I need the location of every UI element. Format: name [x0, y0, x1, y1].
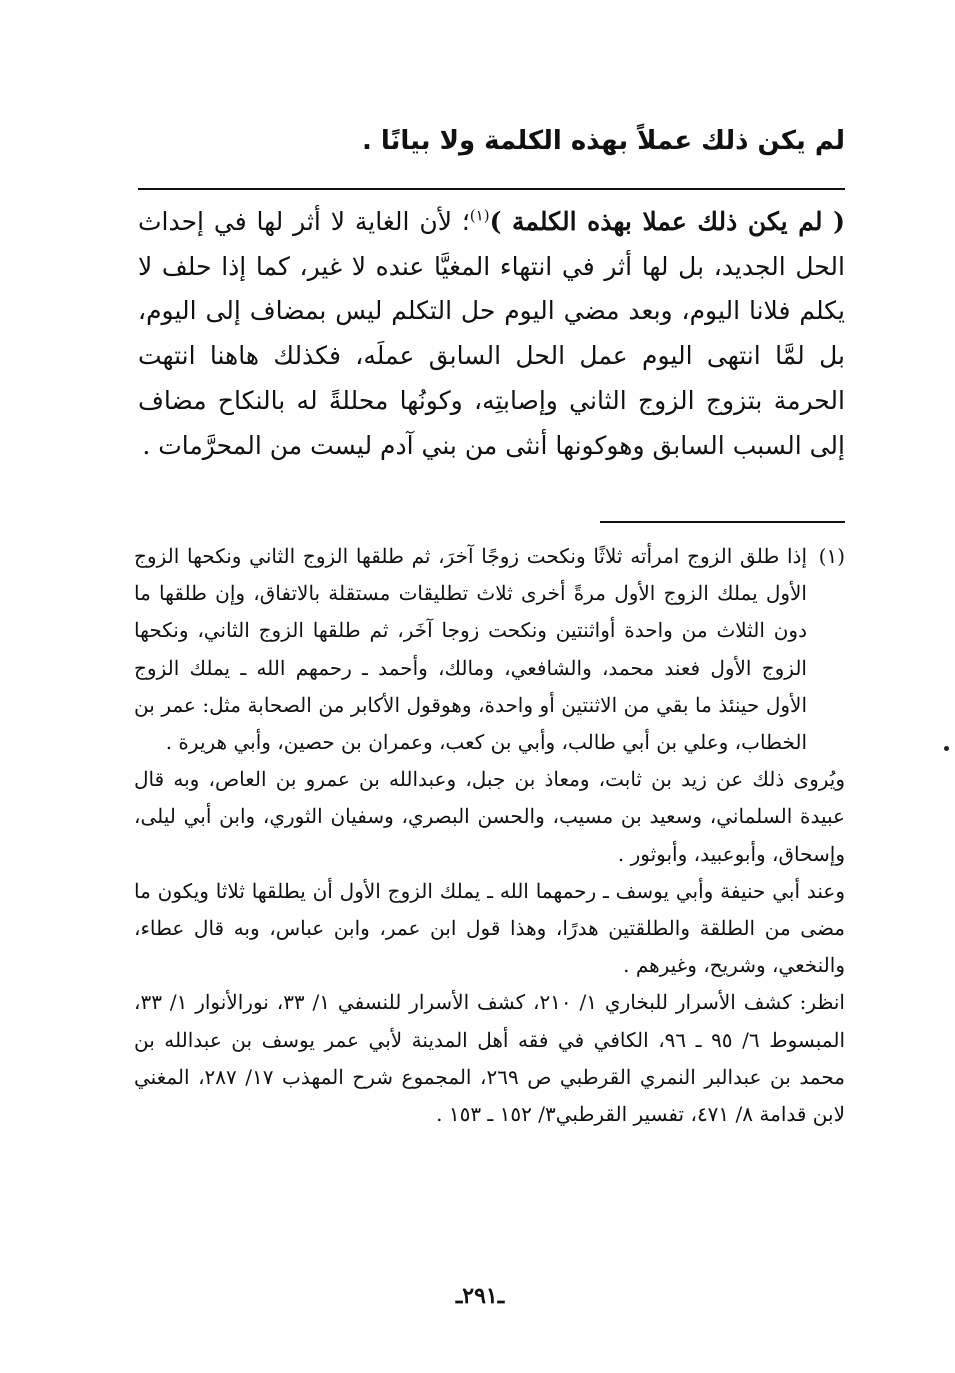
main-paragraph: [138, 200, 845, 468]
footnote-paragraph: ويُروى ذلك عن زيد بن ثابت، ومعاذ بن جبل، وعبدالله بن عمرو بن العاص، وبه قال عبيدة السلماني، وسعيد بن مسيب، والحسن البصري، وسفيان الثوري، وابن أبي ليلى، وإسحاق، وأبوعبيد، وأبوثور .: [134, 767, 845, 866]
lead-phrase: ( لم يكن ذلك عملا بهذه الكلمة ): [489, 207, 845, 236]
footnote-item: [134, 538, 845, 761]
footnote-rule: [600, 521, 845, 523]
margin-mark: [944, 746, 949, 751]
running-header: لم يكن ذلك عملاً بهذه الكلمة ولا بيانًا .: [361, 126, 845, 156]
footnotes-section: [134, 538, 845, 1133]
main-text: [138, 200, 845, 468]
footnote-paragraph: إذا طلق الزوج امرأته ثلاثًا ونكحت زوجًا آخرَ، ثم طلقها الزوج الثاني ونكحها الزوج الأول يملك الزوج الأول مرةً أخرى ثلاث تطليقات مستقلة بالاتفاق، وإن طلقها ما دون الثلاث من واحدة أواثنتين ونكحت زوجا آخَر، ثم طلقها الزوج الثاني، ونكحها الزوج الأول فعند محمد، والشافعي، ومالك، وأحمد ـ رحمهم الله ـ يملك الزوج الأول حينئذ ما بقي من الاثنتين أو واحدة، وهوقول الأكابر من الصحابة مثل: عمر بن الخطاب، وعلي بن أبي طالب، وأبي بن كعب، وعمران بن حصين، وأبي هريرة .: [134, 544, 807, 755]
footnote-references: انظر: كشف الأسرار للبخاري ١/ ٢١٠، كشف الأسرار للنسفي ١/ ٣٣، نورالأنوار ١/ ٣٣، المبسوط ٦/ ٩٥ ـ ٩٦، الكافي في فقه أهل المدينة لأبي عمر يوسف بن عبدالله بن محمد بن عبدالبر النمري القرطبي ص ٢٦٩، المجموع شرح المهذب ١٧/ ٢٨٧، المغني لابن قدامة ٨/ ٤٧١، تفسير القرطبي٣/ ١٥٢ ـ ١٥٣ .: [134, 990, 845, 1127]
main-body-text: ؛ لأن الغاية لا أثر لها في إحداث الحل الجديد، بل لها أثر في انتهاء المغيَّا عنده لا غير، كما إذا حلف لا يكلم فلانا اليوم، وبعد مضي اليوم حل التكلم ليس بمضاف إلى اليوم، بل لمَّا انتهى اليوم عمل الحل السابق عملَه، فكذلك هاهنا انتهت الحرمة بتزوج الزوج الثاني وإصابتِه، وكونُها محللةً له بالنكاح مضاف إلى السبب السابق وهوكونها أنثى من بني آدم ليست من المحرَّمات .: [138, 207, 845, 460]
page-number: ـ٢٩١ـ: [455, 1283, 505, 1309]
header-rule: [138, 188, 845, 190]
footnote-reference[interactable]: (١): [469, 206, 490, 225]
footnote-number: (١): [818, 544, 845, 568]
footnote-paragraph: وعند أبي حنيفة وأبي يوسف ـ رحمهما الله ـ يملك الزوج الأول أن يطلقها ثلاثا ويكون ما مضى من الطلقة والطلقتين هدرًا، وهذا قول ابن عمر، وابن عباس، وبه قال عطاء، والنخعي، وشريح، وغيرهم .: [134, 878, 845, 978]
